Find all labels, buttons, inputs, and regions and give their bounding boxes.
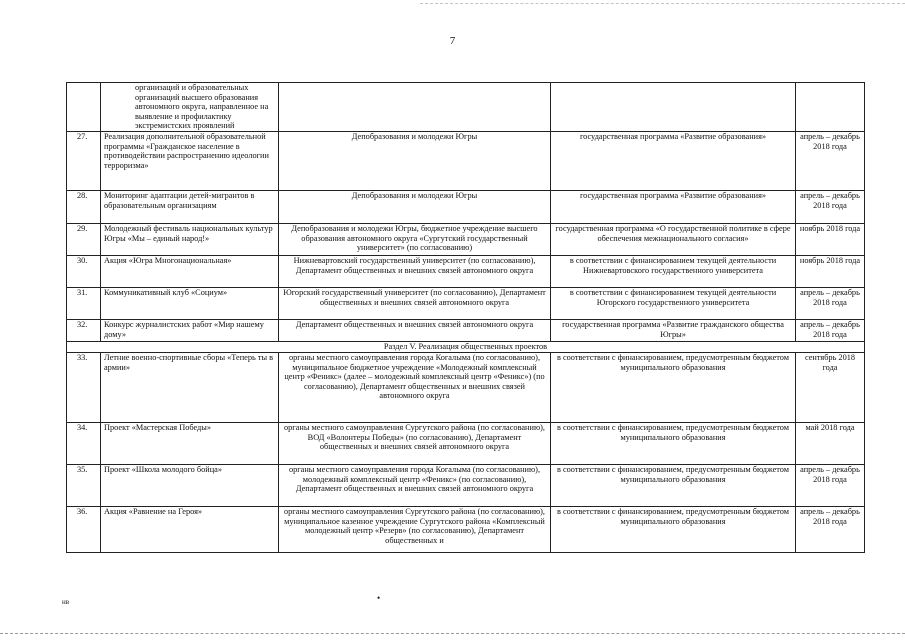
event-cell: Мониторинг адаптации детей-мигрантов в образовательным организациям: [101, 191, 279, 224]
responsible-cell: Департамент общественных и внешних связей автономного округа: [279, 320, 551, 342]
bottom-dot: •: [377, 593, 381, 603]
deadline-cell: апрель – декабрь 2018 года: [796, 288, 865, 320]
deadline-cell: апрель – декабрь 2018 года: [796, 507, 865, 553]
row-number: 36.: [67, 507, 101, 553]
responsible-cell: Депобразования и молодежи Югры: [279, 191, 551, 224]
page-number: 7: [449, 35, 456, 47]
row-number: 35.: [67, 465, 101, 507]
event-cell: Коммуникативный клуб «Социум»: [101, 288, 279, 320]
row-number: 28.: [67, 191, 101, 224]
event-cell: Проект «Мастерская Победы»: [101, 423, 279, 465]
deadline-cell: апрель – декабрь 2018 года: [796, 191, 865, 224]
table-row: [67, 465, 865, 507]
scan-edge-top: [420, 3, 905, 4]
responsible-cell: органы местного самоуправления Сургутского района (по согласованию), ВОД «Волонтеры Победы» (по согласованию), Департамент общественных и внешних связей автономного округа: [279, 423, 551, 465]
measures-table: [66, 82, 865, 553]
row-number: 29.: [67, 224, 101, 256]
event-cell: организаций и образовательных организаций высшего образования автономного округа, направленное на выявление и профилактику экстремистских проявлений: [101, 83, 279, 132]
event-cell: Реализация дополнительной образовательной программы «Гражданское население в противодействии распространению идеологии терроризма»: [101, 132, 279, 191]
funding-cell: в соответствии с финансированием, предусмотренным бюджетом муниципального образования: [551, 353, 796, 423]
funding-cell: в соответствии с финансированием текущей деятельности Нижневартовского государственного университета: [551, 256, 796, 288]
responsible-cell: органы местного самоуправления города Когалыма (по согласованию), молодежный комплексный центр «Феникс» (по согласованию), Департамент общественных и внешних связей автономного округа: [279, 465, 551, 507]
table-body: [67, 83, 865, 553]
row-number: 33.: [67, 353, 101, 423]
row-number: [67, 83, 101, 132]
event-cell: Акция «Равнение на Героя»: [101, 507, 279, 553]
responsible-cell: органы местного самоуправления Сургутского района (по согласованию), муниципальное казенное учреждение Сургутского района «Комплексный молодежный центр «Резерв» (по согласованию), Департамент общественных и: [279, 507, 551, 553]
event-cell: Конкурс журналистских работ «Мир нашему дому»: [101, 320, 279, 342]
table-row: [67, 132, 865, 191]
responsible-cell: органы местного самоуправления города Когалыма (по согласованию), муниципальное бюджетное учреждение «Молодежный комплексный центр «Феникс» (далее – молодежный комплексный центр «Феникс») (по согласованию), Департамент общественных и внешних связей автономного округа: [279, 353, 551, 423]
funding-cell: государственная программа «Развитие образования»: [551, 132, 796, 191]
deadline-cell: ноябрь 2018 года: [796, 256, 865, 288]
scan-edge-bottom: [0, 633, 905, 634]
funding-cell: государственная программа «Развитие гражданского общества Югры»: [551, 320, 796, 342]
table-row: [67, 507, 865, 553]
deadline-cell: апрель – декабрь 2018 года: [796, 132, 865, 191]
row-number: 30.: [67, 256, 101, 288]
responsible-cell: [279, 83, 551, 132]
deadline-cell: сентябрь 2018 года: [796, 353, 865, 423]
responsible-cell: Депобразования и молодежи Югры: [279, 132, 551, 191]
deadline-cell: ноябрь 2018 года: [796, 224, 865, 256]
row-number: 32.: [67, 320, 101, 342]
deadline-cell: апрель – декабрь 2018 года: [796, 465, 865, 507]
table-row: [67, 83, 865, 132]
event-cell: Молодежный фестиваль национальных культур Югры «Мы – единый народ!»: [101, 224, 279, 256]
funding-cell: [551, 83, 796, 132]
funding-cell: государственная программа «О государственной политике в сфере обеспечения межнационального согласия»: [551, 224, 796, 256]
responsible-cell: Нижневартовский государственный университет (по согласованию), Департамент общественных и внешних связей автономного округа: [279, 256, 551, 288]
responsible-cell: Югорский государственный университет (по согласованию), Департамент общественных и внешних связей автономного округа: [279, 288, 551, 320]
funding-cell: государственная программа «Развитие образования»: [551, 191, 796, 224]
event-cell: Акция «Югра Многонациональная»: [101, 256, 279, 288]
table-row: [67, 423, 865, 465]
row-number: 31.: [67, 288, 101, 320]
funding-cell: в соответствии с финансированием текущей деятельности Югорского государственного университета: [551, 288, 796, 320]
table-row: [67, 256, 865, 288]
table-row: [67, 191, 865, 224]
deadline-cell: [796, 83, 865, 132]
table-row: [67, 288, 865, 320]
section-header-row: [67, 342, 865, 353]
table-row: [67, 353, 865, 423]
section-title: Раздел V. Реализация общественных проектов: [67, 342, 865, 353]
row-number: 27.: [67, 132, 101, 191]
deadline-cell: апрель – декабрь 2018 года: [796, 320, 865, 342]
row-number: 34.: [67, 423, 101, 465]
table-row: [67, 224, 865, 256]
table-row: [67, 320, 865, 342]
deadline-cell: май 2018 года: [796, 423, 865, 465]
funding-cell: в соответствии с финансированием, предусмотренным бюджетом муниципального образования: [551, 507, 796, 553]
funding-cell: в соответствии с финансированием, предусмотренным бюджетом муниципального образования: [551, 465, 796, 507]
event-cell: Летние военно-спортивные сборы «Теперь ты в армии»: [101, 353, 279, 423]
responsible-cell: Депобразования и молодежи Югры, бюджетное учреждение высшего образования автономного округа «Сургутский государственный университет» (по согласованию): [279, 224, 551, 256]
funding-cell: в соответствии с финансированием, предусмотренным бюджетом муниципального образования: [551, 423, 796, 465]
footer-mark: нв: [62, 598, 70, 606]
event-cell: Проект «Школа молодого бойца»: [101, 465, 279, 507]
